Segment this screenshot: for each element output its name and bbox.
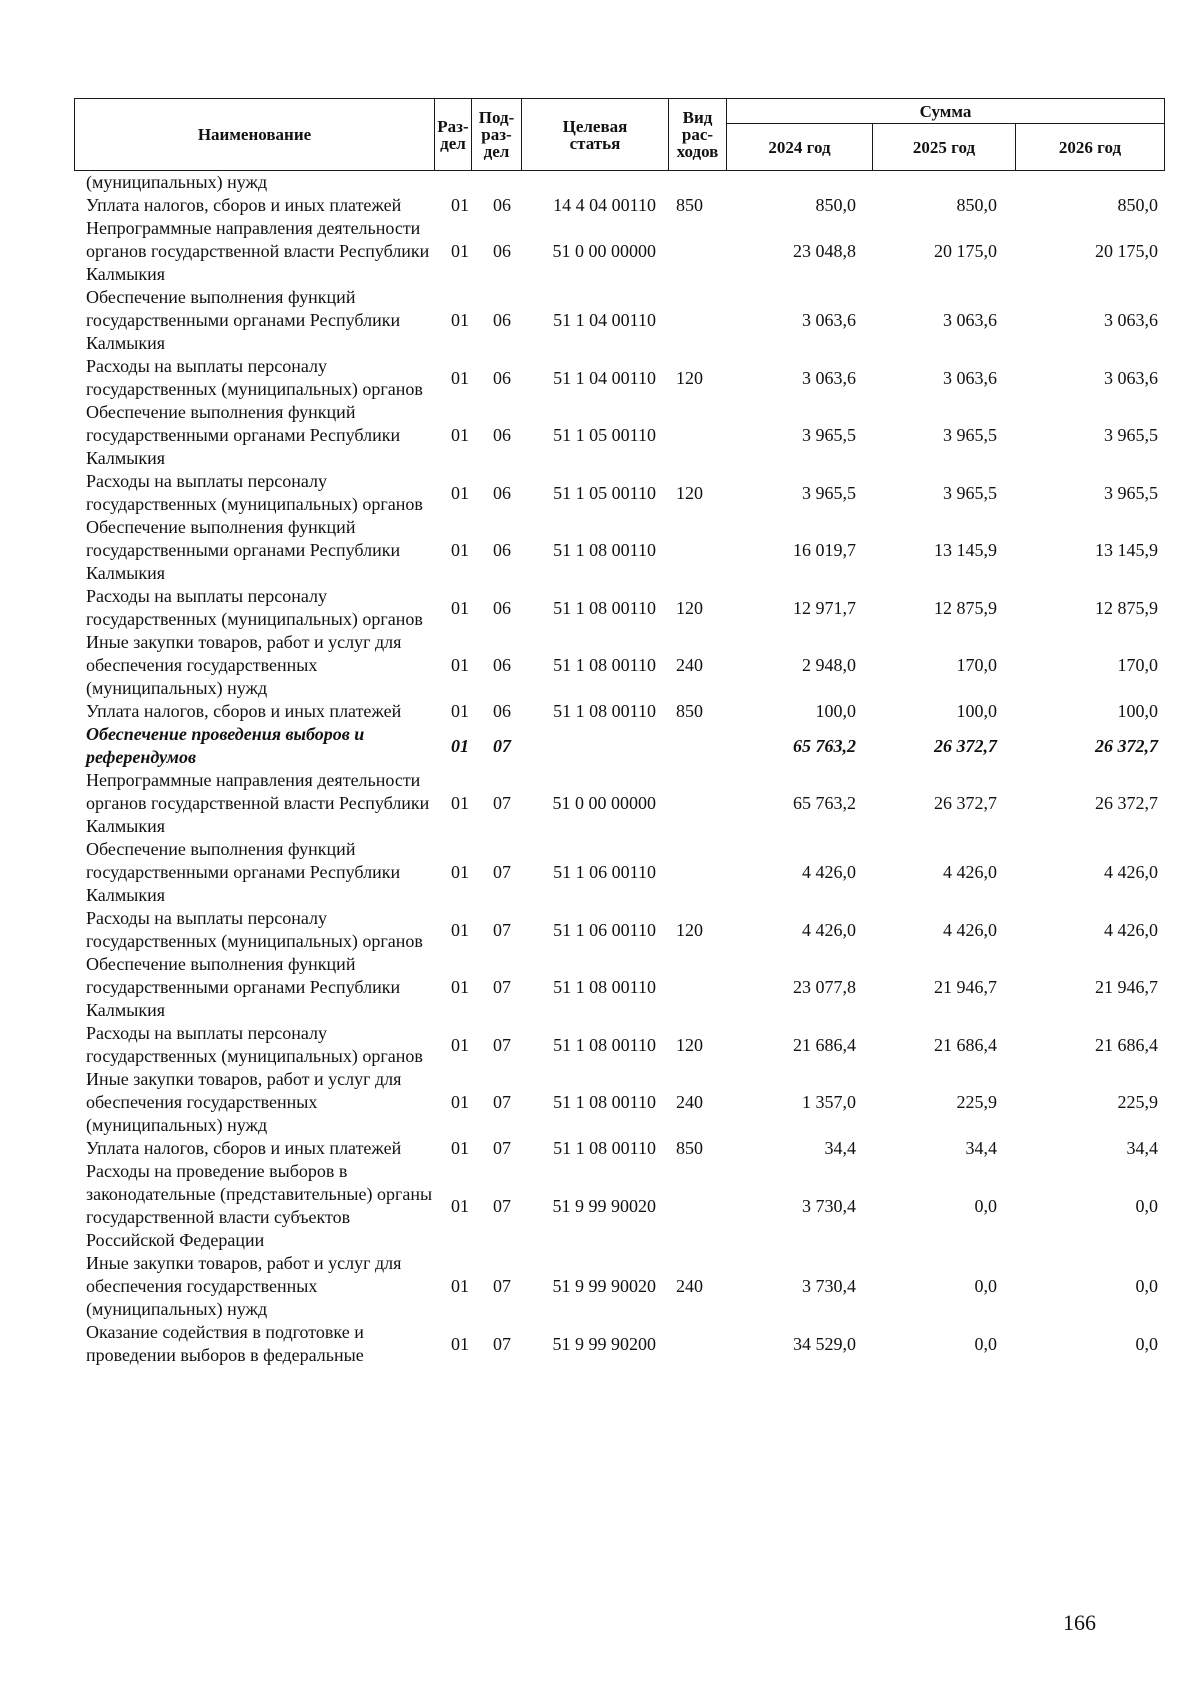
row-celevaya-statya: 51 1 08 00110: [553, 655, 656, 675]
table-row: [74, 631, 1164, 700]
row-celevaya-statya: 51 9 99 90020: [552, 1276, 656, 1296]
row-vid-rashodov: 120: [676, 597, 703, 618]
row-sum-2024: 4 426,0: [802, 919, 856, 940]
row-sum-2024: 65 763,2: [793, 793, 856, 813]
row-sum-2024: 3 730,4: [802, 1276, 856, 1296]
row-name: Обеспечение выполнения функций государственными органами Республики Калмыкия: [86, 517, 401, 583]
row-sum-2024: 3 965,5: [802, 425, 856, 445]
row-celevaya-statya: 51 1 08 00110: [553, 701, 656, 721]
row-sum-2026: 26 372,7: [1095, 793, 1158, 813]
row-razdel: 01: [451, 1092, 469, 1112]
row-celevaya-statya: 51 9 99 90200: [552, 1333, 656, 1354]
row-razdel: 01: [451, 1195, 469, 1216]
row-sum-2026: 21 686,4: [1095, 1034, 1158, 1055]
row-name: (муниципальных) нужд: [86, 172, 268, 192]
table-row: [74, 1252, 1164, 1321]
row-sum-2025: 0,0: [974, 1276, 997, 1296]
row-sum-2024: 3 063,6: [802, 367, 856, 388]
row-celevaya-statya: 14 4 04 00110: [553, 195, 656, 215]
row-sum-2025: 21 946,7: [934, 977, 997, 997]
row-sum-2025: 850,0: [956, 195, 997, 215]
row-sum-2026: 3 965,5: [1104, 482, 1158, 503]
row-sum-2025: 13 145,9: [934, 540, 997, 560]
row-vid-rashodov: 120: [676, 367, 703, 388]
row-razdel: 01: [451, 195, 469, 215]
table-row: [74, 401, 1164, 470]
row-sum-2026: 3 063,6: [1104, 310, 1158, 330]
table-row: [74, 516, 1164, 585]
row-podrazdel: 06: [493, 701, 511, 721]
row-celevaya-statya: 51 0 00 00000: [552, 793, 656, 813]
row-razdel: 01: [451, 862, 469, 882]
row-vid-rashodov: 240: [676, 1092, 703, 1112]
row-podrazdel: 07: [493, 793, 511, 813]
row-name: Уплата налогов, сборов и иных платежей: [86, 701, 402, 721]
row-vid-rashodov: 240: [676, 655, 703, 675]
table-row: [74, 769, 1164, 838]
row-sum-2024: 3 965,5: [802, 482, 856, 503]
row-sum-2025: 26 372,7: [934, 735, 997, 756]
row-razdel: 01: [451, 597, 469, 618]
header-year-2026: 2026 год: [1016, 124, 1165, 171]
row-sum-2025: 3 063,6: [943, 310, 997, 330]
row-podrazdel: 07: [493, 1092, 511, 1112]
row-sum-2024: 4 426,0: [802, 862, 856, 882]
row-celevaya-statya: 51 1 08 00110: [553, 1092, 656, 1112]
table-row: [74, 171, 1164, 194]
row-razdel: 01: [451, 540, 469, 560]
table-row: [74, 355, 1164, 401]
table-row: [74, 1137, 1164, 1160]
table-row: [74, 194, 1164, 217]
row-celevaya-statya: 51 1 04 00110: [553, 367, 656, 388]
row-sum-2026: 850,0: [1117, 195, 1158, 215]
header-year-2024: 2024 год: [727, 124, 873, 171]
row-name: Расходы на выплаты персоналу государственных (муниципальных) органов: [86, 1023, 423, 1066]
table-body: [74, 171, 1164, 1367]
table-row: [74, 953, 1164, 1022]
row-sum-2024: 100,0: [815, 701, 856, 721]
row-podrazdel: 07: [493, 1138, 511, 1158]
row-name: Оказание содействия в подготовке и проведении выборов в федеральные: [86, 1322, 364, 1365]
row-celevaya-statya: 51 1 08 00110: [553, 977, 656, 997]
row-name: Расходы на выплаты персоналу государственных (муниципальных) органов: [86, 586, 423, 629]
row-celevaya-statya: 51 0 00 00000: [552, 241, 656, 261]
row-podrazdel: 06: [493, 597, 511, 618]
row-sum-2025: 34,4: [965, 1138, 997, 1158]
row-vid-rashodov: 120: [676, 1034, 703, 1055]
row-name: Расходы на выплаты персоналу государственных (муниципальных) органов: [86, 908, 423, 951]
row-podrazdel: 07: [493, 1195, 511, 1216]
row-sum-2026: 26 372,7: [1095, 735, 1158, 756]
row-podrazdel: 06: [493, 241, 511, 261]
table-row: [74, 907, 1164, 953]
row-sum-2024: 3 730,4: [802, 1195, 856, 1216]
row-podrazdel: 07: [493, 735, 511, 756]
row-razdel: 01: [451, 425, 469, 445]
row-celevaya-statya: 51 9 99 90020: [552, 1195, 656, 1216]
row-sum-2025: 0,0: [974, 1195, 997, 1216]
row-sum-2026: 225,9: [1117, 1092, 1158, 1112]
budget-table: [74, 98, 1164, 1367]
row-podrazdel: 07: [493, 1276, 511, 1296]
row-sum-2026: 3 965,5: [1104, 425, 1158, 445]
row-celevaya-statya: 51 1 06 00110: [553, 862, 656, 882]
row-name: Обеспечение выполнения функций государственными органами Республики Калмыкия: [86, 954, 401, 1020]
page-number: 166: [1063, 1610, 1096, 1635]
row-name: Иные закупки товаров, работ и услуг для обеспечения государственных (муниципальных) нужд: [86, 1253, 402, 1319]
row-sum-2026: 34,4: [1126, 1138, 1158, 1158]
row-razdel: 01: [451, 793, 469, 813]
header-name: Наименование: [75, 99, 435, 171]
row-celevaya-statya: 51 1 05 00110: [553, 425, 656, 445]
table-row: [74, 585, 1164, 631]
table-row: [74, 286, 1164, 355]
row-vid-rashodov: 850: [676, 1138, 703, 1158]
row-sum-2025: 20 175,0: [934, 241, 997, 261]
row-razdel: 01: [451, 1276, 469, 1296]
row-sum-2025: 21 686,4: [934, 1034, 997, 1055]
row-podrazdel: 06: [493, 540, 511, 560]
row-sum-2024: 12 971,7: [793, 597, 856, 618]
row-sum-2024: 65 763,2: [793, 735, 856, 756]
header-celevaya: Целевая статья: [522, 99, 669, 171]
row-razdel: 01: [451, 1138, 469, 1158]
header-summa: Сумма: [727, 99, 1165, 124]
row-sum-2024: 21 686,4: [793, 1034, 856, 1055]
row-razdel: 01: [451, 367, 469, 388]
row-razdel: 01: [451, 482, 469, 503]
row-sum-2024: 850,0: [815, 195, 856, 215]
row-sum-2024: 2 948,0: [802, 655, 856, 675]
table-header: [74, 98, 1165, 171]
row-razdel: 01: [451, 1034, 469, 1055]
row-podrazdel: 07: [493, 977, 511, 997]
row-name: Обеспечение выполнения функций государственными органами Республики Калмыкия: [86, 287, 401, 353]
row-sum-2025: 3 063,6: [943, 367, 997, 388]
row-sum-2026: 21 946,7: [1095, 977, 1158, 997]
row-celevaya-statya: 51 1 08 00110: [553, 1138, 656, 1158]
row-sum-2025: 26 372,7: [934, 793, 997, 813]
row-podrazdel: 06: [493, 425, 511, 445]
row-name: Обеспечение проведения выборов и референдумов: [86, 724, 365, 767]
row-sum-2026: 0,0: [1135, 1276, 1158, 1296]
row-sum-2024: 23 048,8: [793, 241, 856, 261]
row-celevaya-statya: 51 1 04 00110: [553, 310, 656, 330]
row-name: Уплата налогов, сборов и иных платежей: [86, 1138, 402, 1158]
row-sum-2025: 170,0: [956, 655, 997, 675]
row-podrazdel: 06: [493, 482, 511, 503]
row-name: Расходы на выплаты персоналу государственных (муниципальных) органов: [86, 356, 423, 399]
row-podrazdel: 07: [493, 1034, 511, 1055]
row-sum-2025: 12 875,9: [934, 597, 997, 618]
row-celevaya-statya: 51 1 06 00110: [553, 919, 656, 940]
table-row: [74, 700, 1164, 723]
row-sum-2025: 4 426,0: [943, 919, 997, 940]
row-celevaya-statya: 51 1 08 00110: [553, 1034, 656, 1055]
row-sum-2025: 3 965,5: [943, 425, 997, 445]
row-name: Иные закупки товаров, работ и услуг для обеспечения государственных (муниципальных) нужд: [86, 1069, 402, 1135]
row-podrazdel: 07: [493, 862, 511, 882]
row-sum-2026: 4 426,0: [1104, 919, 1158, 940]
row-sum-2026: 20 175,0: [1095, 241, 1158, 261]
row-name: Уплата налогов, сборов и иных платежей: [86, 195, 402, 215]
row-sum-2025: 0,0: [974, 1333, 997, 1354]
row-sum-2024: 34,4: [824, 1138, 856, 1158]
row-vid-rashodov: 240: [676, 1276, 703, 1296]
table-row: [74, 470, 1164, 516]
header-vid: Вид рас- ходов: [669, 99, 727, 171]
row-podrazdel: 06: [493, 310, 511, 330]
table-row: [74, 1321, 1164, 1367]
header-year-2025: 2025 год: [873, 124, 1016, 171]
row-name: Расходы на проведение выборов в законодательные (представительные) органы государственной власти субъектов Российской Федерации: [86, 1161, 433, 1250]
row-sum-2026: 170,0: [1117, 655, 1158, 675]
row-vid-rashodov: 850: [676, 195, 703, 215]
row-celevaya-statya: 51 1 08 00110: [553, 540, 656, 560]
row-razdel: 01: [451, 310, 469, 330]
row-sum-2026: 13 145,9: [1095, 540, 1158, 560]
row-sum-2024: 16 019,7: [793, 540, 856, 560]
row-razdel: 01: [451, 655, 469, 675]
row-name: Обеспечение выполнения функций государственными органами Республики Калмыкия: [86, 402, 401, 468]
row-podrazdel: 06: [493, 367, 511, 388]
row-sum-2024: 34 529,0: [793, 1333, 856, 1354]
row-sum-2026: 100,0: [1117, 701, 1158, 721]
row-razdel: 01: [451, 701, 469, 721]
row-podrazdel: 06: [493, 195, 511, 215]
table-row: [74, 838, 1164, 907]
row-name: Обеспечение выполнения функций государственными органами Республики Калмыкия: [86, 839, 401, 905]
row-sum-2024: 23 077,8: [793, 977, 856, 997]
row-razdel: 01: [451, 919, 469, 940]
row-celevaya-statya: 51 1 05 00110: [553, 482, 656, 503]
row-sum-2026: 12 875,9: [1095, 597, 1158, 618]
header-razdel: Раз- дел: [435, 99, 472, 171]
row-vid-rashodov: 120: [676, 482, 703, 503]
table-row: [74, 1160, 1164, 1252]
row-celevaya-statya: 51 1 08 00110: [553, 597, 656, 618]
row-podrazdel: 07: [493, 919, 511, 940]
row-razdel: 01: [451, 735, 469, 756]
table-row: [74, 217, 1164, 286]
row-vid-rashodov: 120: [676, 919, 703, 940]
row-sum-2026: 3 063,6: [1104, 367, 1158, 388]
row-sum-2024: 1 357,0: [802, 1092, 856, 1112]
row-sum-2026: 0,0: [1135, 1195, 1158, 1216]
row-sum-2024: 3 063,6: [802, 310, 856, 330]
row-vid-rashodov: 850: [676, 701, 703, 721]
row-razdel: 01: [451, 241, 469, 261]
row-name: Расходы на выплаты персоналу государственных (муниципальных) органов: [86, 471, 423, 514]
table-row: [74, 1022, 1164, 1068]
row-sum-2025: 4 426,0: [943, 862, 997, 882]
row-sum-2026: 0,0: [1135, 1333, 1158, 1354]
row-podrazdel: 06: [493, 655, 511, 675]
row-name: Иные закупки товаров, работ и услуг для обеспечения государственных (муниципальных) нужд: [86, 632, 402, 698]
table-row: [74, 723, 1164, 769]
row-name: Непрограммные направления деятельности органов государственной власти Республики Калмыкия: [86, 218, 430, 284]
row-razdel: 01: [451, 977, 469, 997]
row-sum-2025: 100,0: [956, 701, 997, 721]
row-name: Непрограммные направления деятельности органов государственной власти Республики Калмыкия: [86, 770, 430, 836]
row-sum-2026: 4 426,0: [1104, 862, 1158, 882]
row-podrazdel: 07: [493, 1333, 511, 1354]
row-sum-2025: 225,9: [956, 1092, 997, 1112]
header-podrazdel: Под- раз- дел: [472, 99, 522, 171]
table-row: [74, 1068, 1164, 1137]
row-sum-2025: 3 965,5: [943, 482, 997, 503]
row-razdel: 01: [451, 1333, 469, 1354]
